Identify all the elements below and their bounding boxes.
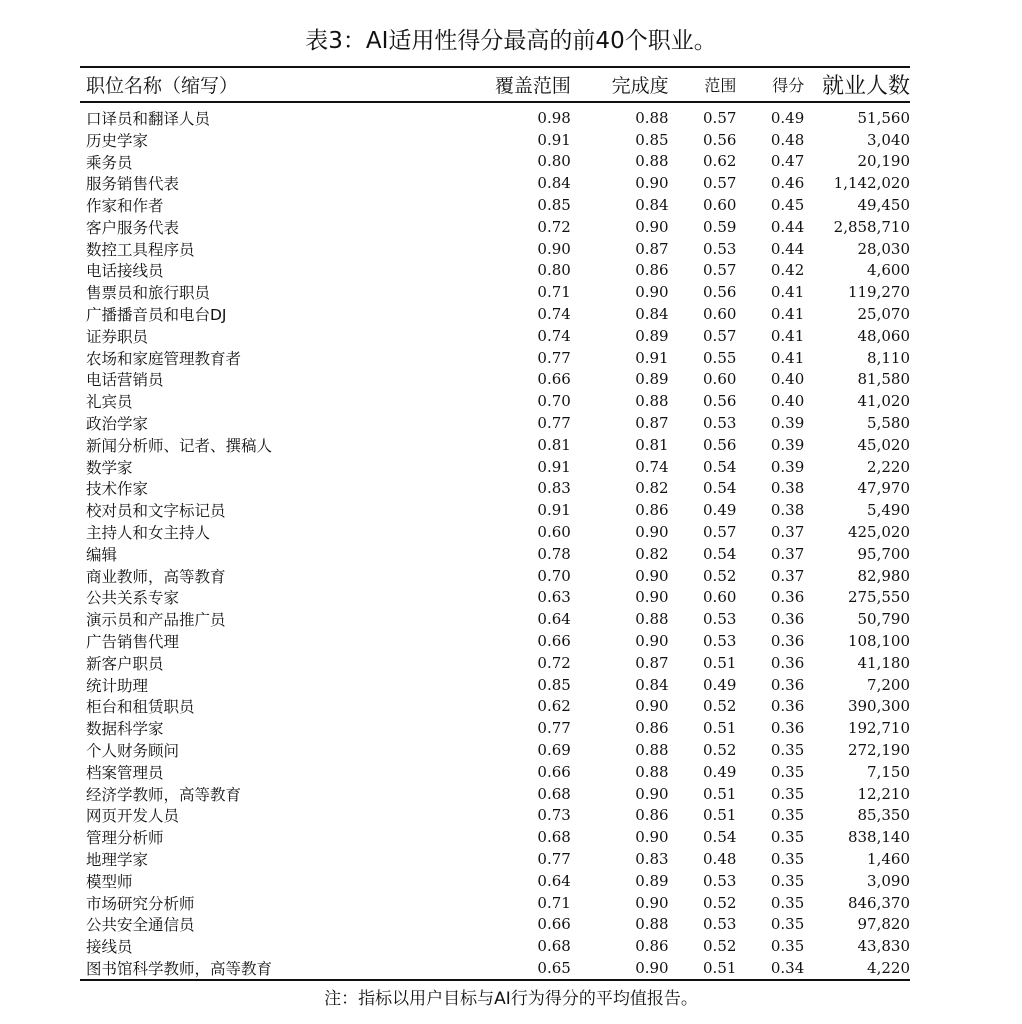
table-row [80,238,910,260]
cell-coverage: 0.66 [537,915,571,934]
cell-completion: 0.89 [635,370,669,389]
cell-score: 0.35 [770,828,805,847]
cell-employment: 390,300 [847,697,910,716]
cell-occupation: 技术作家 [86,480,149,499]
cell-completion: 0.88 [635,610,669,629]
cell-scope: 0.57 [703,174,737,193]
table-row [80,172,910,194]
header-scope: 范围 [704,76,737,95]
cell-scope: 0.54 [703,544,737,563]
cell-completion: 0.88 [635,392,669,411]
cell-employment: 41,180 [857,653,910,672]
cell-employment: 4,220 [867,958,910,977]
cell-score: 0.35 [770,849,805,868]
cell-score: 0.37 [770,566,805,585]
cell-coverage: 0.77 [537,414,571,433]
cell-employment: 1,460 [867,849,910,868]
cell-occupation: 数学家 [86,458,133,477]
cell-employment: 425,020 [847,523,910,542]
cell-score: 0.40 [770,370,805,389]
cell-occupation: 政治学家 [86,415,149,434]
cell-score: 0.41 [770,348,805,367]
cell-completion: 0.91 [635,348,669,367]
table-body [80,103,910,979]
cell-coverage: 0.83 [537,479,571,498]
cell-employment: 272,190 [847,741,910,759]
cell-completion: 0.90 [635,217,669,236]
cell-completion: 0.90 [635,523,669,542]
cell-scope: 0.53 [703,414,737,433]
cell-employment: 97,820 [857,915,910,934]
table-row [80,478,910,500]
cell-score: 0.36 [770,697,805,716]
cell-coverage: 0.77 [537,348,571,367]
cell-coverage: 0.65 [537,958,571,977]
cell-completion: 0.87 [635,414,669,433]
cell-completion: 0.86 [635,937,669,956]
cell-scope: 0.56 [703,283,737,302]
cell-employment: 3,090 [867,871,910,890]
cell-employment: 50,790 [857,610,910,629]
cell-score: 0.44 [770,239,805,258]
cell-occupation: 电话接线员 [86,262,164,281]
cell-scope: 0.55 [703,348,737,367]
cell-coverage: 0.68 [537,937,571,956]
cell-occupation: 校对员和文字标记员 [86,502,226,521]
cell-score: 0.36 [770,610,805,629]
cell-employment: 838,140 [847,828,910,847]
cell-employment: 2,858,710 [833,217,910,236]
cell-occupation: 广播播音员和电台DJ [86,306,227,325]
cell-scope: 0.56 [703,392,737,411]
cell-scope: 0.49 [703,675,737,694]
cell-occupation: 数据科学家 [86,720,164,739]
cell-coverage: 0.85 [537,196,571,215]
table-row [80,652,910,674]
cell-score: 0.40 [770,392,805,411]
cell-employment: 20,190 [857,152,910,171]
table-row [80,565,910,587]
cell-employment: 192,710 [847,719,910,738]
cell-completion: 0.88 [635,741,669,759]
cell-coverage: 0.91 [537,501,571,520]
cell-occupation: 客户服务代表 [86,218,180,237]
cell-occupation: 统计助理 [86,676,149,695]
cell-employment: 95,700 [857,544,910,563]
table-row [80,630,910,652]
cell-score: 0.36 [770,588,805,607]
cell-coverage: 0.74 [537,326,571,345]
cell-score: 0.47 [770,152,805,171]
cell-occupation: 档案管理员 [86,763,164,782]
header-completion: 完成度 [611,75,669,97]
cell-completion: 0.90 [635,174,669,193]
cell-score: 0.39 [770,435,805,454]
cell-score: 0.45 [770,196,805,215]
cell-coverage: 0.72 [537,217,571,236]
cell-score: 0.37 [770,523,805,542]
table-row [80,499,910,521]
cell-employment: 12,210 [857,784,910,803]
cell-completion: 0.90 [635,632,669,651]
cell-scope: 0.60 [703,588,737,607]
cell-completion: 0.86 [635,501,669,520]
table-row [80,848,910,870]
cell-employment: 8,110 [867,348,910,367]
header-score: 得分 [772,76,805,95]
cell-scope: 0.49 [703,501,737,520]
table-row [80,303,910,325]
cell-occupation: 编辑 [86,545,118,564]
cell-employment: 275,550 [847,588,910,607]
cell-scope: 0.62 [703,152,737,171]
cell-score: 0.49 [770,108,805,127]
cell-scope: 0.48 [703,849,737,868]
header-coverage: 覆盖范围 [494,75,571,97]
cell-occupation: 经济学教师，高等教育 [86,785,242,804]
table-row [80,194,910,216]
cell-scope: 0.52 [703,697,737,716]
cell-completion: 0.81 [635,435,669,454]
cell-employment: 119,270 [847,283,910,302]
cell-coverage: 0.66 [537,762,571,781]
cell-coverage: 0.73 [537,806,571,825]
table-row [80,325,910,347]
cell-completion: 0.89 [635,326,669,345]
cell-score: 0.35 [770,806,805,825]
cell-employment: 7,150 [867,762,910,781]
table-row [80,717,910,739]
cell-occupation: 作家和作者 [86,197,164,216]
cell-score: 0.35 [770,784,805,803]
cell-completion: 0.82 [635,544,669,563]
cell-occupation: 广告销售代理 [86,633,180,652]
cell-occupation: 接线员 [86,938,133,957]
cell-employment: 82,980 [857,566,910,585]
table-row [80,892,910,914]
cell-scope: 0.57 [703,261,737,280]
cell-occupation: 乘务员 [86,153,133,172]
cell-occupation: 公共关系专家 [86,589,180,608]
cell-coverage: 0.68 [537,828,571,847]
cell-occupation: 演示员和产品推广员 [86,611,226,630]
cell-employment: 25,070 [857,305,910,324]
cell-score: 0.48 [770,130,805,149]
cell-score: 0.36 [770,719,805,738]
cell-scope: 0.56 [703,130,737,149]
cell-completion: 0.90 [635,588,669,607]
table-title: 表3：AI适用性得分最高的前40个职业。 [305,28,717,54]
cell-completion: 0.87 [635,239,669,258]
cell-employment: 43,830 [857,937,910,956]
cell-score: 0.35 [770,937,805,956]
cell-employment: 81,580 [857,370,910,389]
cell-scope: 0.59 [703,217,737,236]
cell-coverage: 0.64 [537,610,571,629]
cell-employment: 5,580 [867,414,910,433]
table-row [80,390,910,412]
cell-employment: 2,220 [867,457,910,476]
cell-coverage: 0.72 [537,653,571,672]
cell-score: 0.36 [770,653,805,672]
table-row [80,412,910,434]
cell-completion: 0.90 [635,893,669,912]
cell-completion: 0.86 [635,719,669,738]
cell-scope: 0.49 [703,762,737,781]
cell-completion: 0.85 [635,130,669,149]
cell-score: 0.35 [770,762,805,781]
cell-scope: 0.60 [703,196,737,215]
cell-score: 0.46 [770,174,805,193]
cell-completion: 0.82 [635,479,669,498]
table-row [80,456,910,478]
cell-employment: 51,560 [857,108,910,127]
table-row [80,434,910,456]
cell-completion: 0.90 [635,697,669,716]
cell-scope: 0.54 [703,828,737,847]
cell-completion: 0.90 [635,566,669,585]
table-row [80,805,910,827]
table-row [80,761,910,783]
bottom-rule [80,979,910,981]
cell-completion: 0.86 [635,806,669,825]
table-row [80,935,910,957]
cell-scope: 0.52 [703,741,737,759]
cell-occupation: 柜台和租赁职员 [86,698,195,717]
cell-scope: 0.53 [703,915,737,934]
cell-scope: 0.52 [703,566,737,585]
cell-coverage: 0.60 [537,523,571,542]
cell-scope: 0.52 [703,937,737,956]
cell-employment: 48,060 [857,326,910,345]
cell-scope: 0.53 [703,610,737,629]
cell-coverage: 0.90 [537,239,571,258]
cell-coverage: 0.78 [537,544,571,563]
cell-scope: 0.60 [703,370,737,389]
cell-employment: 1,142,020 [833,174,910,193]
table-header [80,68,910,101]
header-employment: 就业人数 [821,74,910,99]
cell-completion: 0.84 [635,305,669,324]
cell-scope: 0.60 [703,305,737,324]
cell-completion: 0.89 [635,871,669,890]
cell-completion: 0.90 [635,283,669,302]
cell-completion: 0.87 [635,653,669,672]
table-row [80,347,910,369]
table-row [80,369,910,391]
table-row [80,543,910,565]
cell-employment: 846,370 [847,893,910,912]
cell-coverage: 0.77 [537,849,571,868]
table-row [80,107,910,129]
cell-occupation: 个人财务顾问 [86,742,180,761]
cell-score: 0.34 [770,958,805,977]
cell-completion: 0.83 [635,849,669,868]
cell-scope: 0.57 [703,326,737,345]
cell-completion: 0.88 [635,762,669,781]
cell-coverage: 0.98 [537,108,571,127]
cell-score: 0.41 [770,305,805,324]
table-row [80,129,910,151]
table-note: 注：指标以用户目标与AI行为得分的平均值报告。 [324,989,698,1009]
cell-coverage: 0.81 [537,435,571,454]
cell-score: 0.42 [770,261,805,280]
cell-coverage: 0.66 [537,370,571,389]
cell-occupation: 新客户职员 [86,654,164,673]
cell-scope: 0.54 [703,457,737,476]
cell-scope: 0.51 [703,784,737,803]
cell-score: 0.35 [770,893,805,912]
cell-completion: 0.90 [635,828,669,847]
cell-completion: 0.86 [635,261,669,280]
cell-scope: 0.51 [703,958,737,977]
table-row [80,826,910,848]
table-row [80,521,910,543]
cell-occupation: 网页开发人员 [86,807,180,826]
cell-score: 0.35 [770,915,805,934]
cell-coverage: 0.91 [537,130,571,149]
cell-occupation: 新闻分析师、记者、撰稿人 [86,436,273,455]
cell-occupation: 管理分析师 [86,829,164,848]
cell-employment: 7,200 [867,675,910,694]
cell-completion: 0.88 [635,152,669,171]
table-row [80,216,910,238]
cell-scope: 0.57 [703,108,737,127]
cell-score: 0.39 [770,457,805,476]
table-row [80,281,910,303]
cell-coverage: 0.69 [537,741,571,759]
table-row [80,696,910,718]
table-row [80,957,910,979]
cell-scope: 0.51 [703,719,737,738]
cell-employment: 47,970 [857,479,910,498]
cell-occupation: 主持人和女主持人 [86,524,211,543]
cell-employment: 28,030 [857,239,910,258]
cell-coverage: 0.77 [537,719,571,738]
cell-coverage: 0.70 [537,392,571,411]
cell-coverage: 0.63 [537,588,571,607]
cell-score: 0.35 [770,741,805,759]
cell-scope: 0.53 [703,871,737,890]
cell-occupation: 模型师 [86,872,133,891]
cell-completion: 0.88 [635,108,669,127]
cell-coverage: 0.71 [537,893,571,912]
cell-employment: 85,350 [857,806,910,825]
table-row [80,151,910,173]
cell-coverage: 0.80 [537,152,571,171]
cell-coverage: 0.74 [537,305,571,324]
cell-scope: 0.53 [703,632,737,651]
cell-occupation: 农场和家庭管理教育者 [86,349,242,368]
cell-score: 0.36 [770,675,805,694]
cell-employment: 5,490 [867,501,910,520]
table-row [80,674,910,696]
cell-coverage: 0.68 [537,784,571,803]
cell-occupation: 电话营销员 [86,371,164,390]
cell-scope: 0.57 [703,523,737,542]
cell-occupation: 公共安全通信员 [86,916,195,935]
cell-occupation: 售票员和旅行职员 [86,284,211,303]
cell-score: 0.39 [770,414,805,433]
table-row [80,260,910,282]
cell-coverage: 0.62 [537,697,571,716]
cell-score: 0.44 [770,217,805,236]
cell-scope: 0.52 [703,893,737,912]
cell-scope: 0.53 [703,239,737,258]
table-row [80,608,910,630]
table-row [80,739,910,761]
occupation-table [80,66,910,981]
cell-scope: 0.51 [703,806,737,825]
cell-coverage: 0.91 [537,457,571,476]
cell-occupation: 图书馆科学教师，高等教育 [86,959,273,978]
cell-occupation: 商业教师，高等教育 [86,567,226,586]
cell-score: 0.35 [770,871,805,890]
cell-coverage: 0.84 [537,174,571,193]
cell-coverage: 0.85 [537,675,571,694]
cell-occupation: 地理学家 [86,851,149,869]
cell-employment: 108,100 [847,632,910,651]
cell-completion: 0.90 [635,784,669,803]
cell-occupation: 历史学家 [86,131,149,150]
cell-coverage: 0.70 [537,566,571,585]
cell-completion: 0.84 [635,196,669,215]
cell-occupation: 市场研究分析师 [86,894,195,913]
cell-coverage: 0.66 [537,632,571,651]
cell-scope: 0.56 [703,435,737,454]
cell-employment: 45,020 [857,435,910,454]
cell-employment: 41,020 [857,392,910,411]
table-row [80,783,910,805]
table-row [80,913,910,935]
cell-employment: 3,040 [867,130,910,149]
cell-occupation: 数控工具程序员 [86,240,195,259]
cell-score: 0.41 [770,283,805,302]
table-row [80,870,910,892]
cell-score: 0.36 [770,632,805,651]
header-occupation: 职位名称（缩写） [86,75,239,97]
cell-scope: 0.51 [703,653,737,672]
cell-completion: 0.90 [635,958,669,977]
cell-scope: 0.54 [703,479,737,498]
cell-employment: 49,450 [857,196,910,215]
cell-occupation: 礼宾员 [86,393,133,412]
cell-score: 0.38 [770,479,805,498]
cell-coverage: 0.80 [537,261,571,280]
cell-coverage: 0.71 [537,283,571,302]
cell-completion: 0.84 [635,675,669,694]
cell-occupation: 证券职员 [86,327,149,346]
cell-completion: 0.88 [635,915,669,934]
cell-score: 0.37 [770,544,805,563]
cell-employment: 4,600 [867,261,910,280]
table-row [80,587,910,609]
cell-score: 0.41 [770,326,805,345]
cell-score: 0.38 [770,501,805,520]
cell-coverage: 0.64 [537,871,571,890]
cell-occupation: 口译员和翻译人员 [86,109,211,128]
cell-completion: 0.74 [635,457,669,476]
cell-occupation: 服务销售代表 [86,175,180,194]
